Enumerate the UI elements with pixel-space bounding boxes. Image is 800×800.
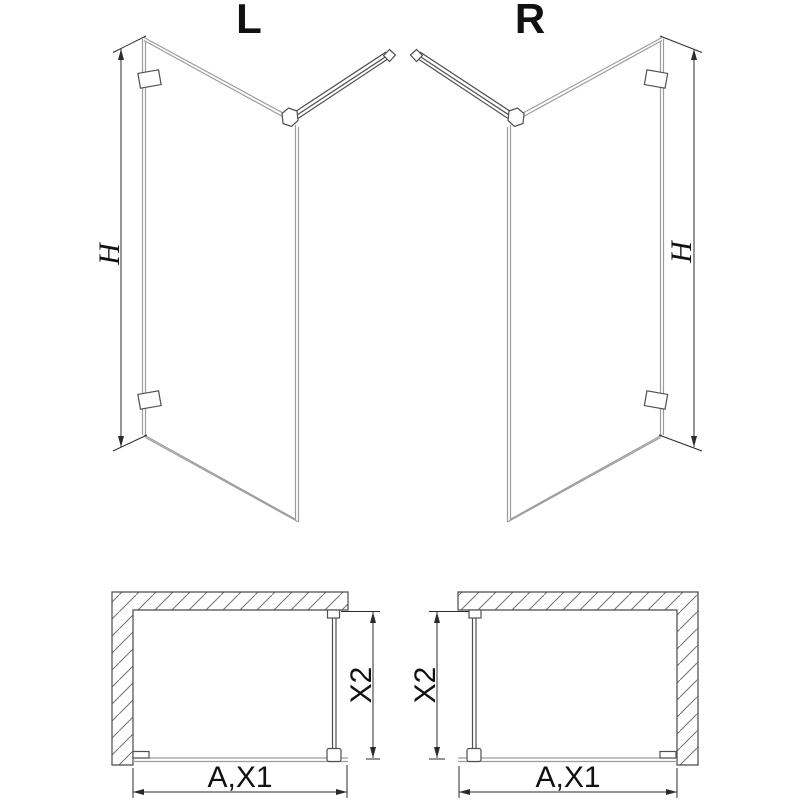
height-dimension-left xyxy=(93,36,147,451)
glass-wall-profile xyxy=(660,752,676,759)
support-bar-tube xyxy=(333,610,337,752)
support-bar-wall-bracket xyxy=(328,610,340,618)
wall-bracket-top xyxy=(644,70,667,88)
variant-label-left: L xyxy=(236,0,262,42)
support-bar-glass-clamp xyxy=(508,108,524,127)
arrow-up-icon xyxy=(118,49,124,60)
support-bar-plan xyxy=(467,610,481,762)
wall-bracket-top xyxy=(138,70,161,88)
wall-section-hatched xyxy=(112,592,348,765)
glass-panel-left xyxy=(143,38,299,523)
wall-brackets-right xyxy=(644,70,667,409)
glass-wall-profile xyxy=(133,752,149,759)
wall-section-hatched xyxy=(458,592,698,765)
depth-dim-label: X2 xyxy=(345,666,378,704)
height-dimension-right xyxy=(659,36,702,451)
wall-bracket-bottom xyxy=(138,391,161,409)
depth-dimension xyxy=(341,612,380,760)
arrow-down-icon xyxy=(691,436,697,447)
arrow-down-icon xyxy=(434,747,440,758)
width-dim-label: A,X1 xyxy=(535,761,601,794)
left-plan-view xyxy=(112,592,380,798)
support-bar-right xyxy=(411,50,525,127)
width-dimension xyxy=(459,761,677,798)
height-dim-label-right: H xyxy=(665,241,698,263)
wall-bracket-bottom xyxy=(644,391,667,409)
support-bar-plan xyxy=(327,610,341,762)
variant-label-right: R xyxy=(514,0,546,42)
support-bar-glass-clamp xyxy=(467,749,481,762)
height-dim-label-left: H xyxy=(93,243,126,265)
support-bar-wall-cap xyxy=(411,50,423,62)
arrow-down-icon xyxy=(370,747,376,758)
depth-dimension xyxy=(409,612,469,760)
support-bar-glass-clamp xyxy=(327,749,341,762)
right-plan-view xyxy=(409,592,698,798)
support-bar-wall-bracket xyxy=(469,610,481,618)
arrow-up-icon xyxy=(434,612,440,623)
arrow-up-icon xyxy=(370,612,376,623)
wall-brackets-left xyxy=(138,70,161,409)
arrow-down-icon xyxy=(118,436,124,447)
arrow-right-icon xyxy=(666,789,677,795)
width-dimension xyxy=(133,761,347,798)
width-dim-label: A,X1 xyxy=(207,761,273,794)
support-bar-glass-clamp xyxy=(282,108,298,127)
left-3d-view xyxy=(93,0,396,522)
depth-dim-label: X2 xyxy=(409,666,442,704)
support-bar-tube xyxy=(418,52,513,120)
support-bar-tube xyxy=(294,52,389,120)
support-bar-tube xyxy=(473,610,477,752)
glass-panel-right xyxy=(508,38,664,523)
right-3d-view xyxy=(411,0,703,522)
support-bar-left xyxy=(282,50,396,127)
support-bar-wall-cap xyxy=(384,50,396,62)
arrow-right-icon xyxy=(336,789,347,795)
arrow-left-icon xyxy=(133,789,144,795)
arrow-left-icon xyxy=(459,789,470,795)
